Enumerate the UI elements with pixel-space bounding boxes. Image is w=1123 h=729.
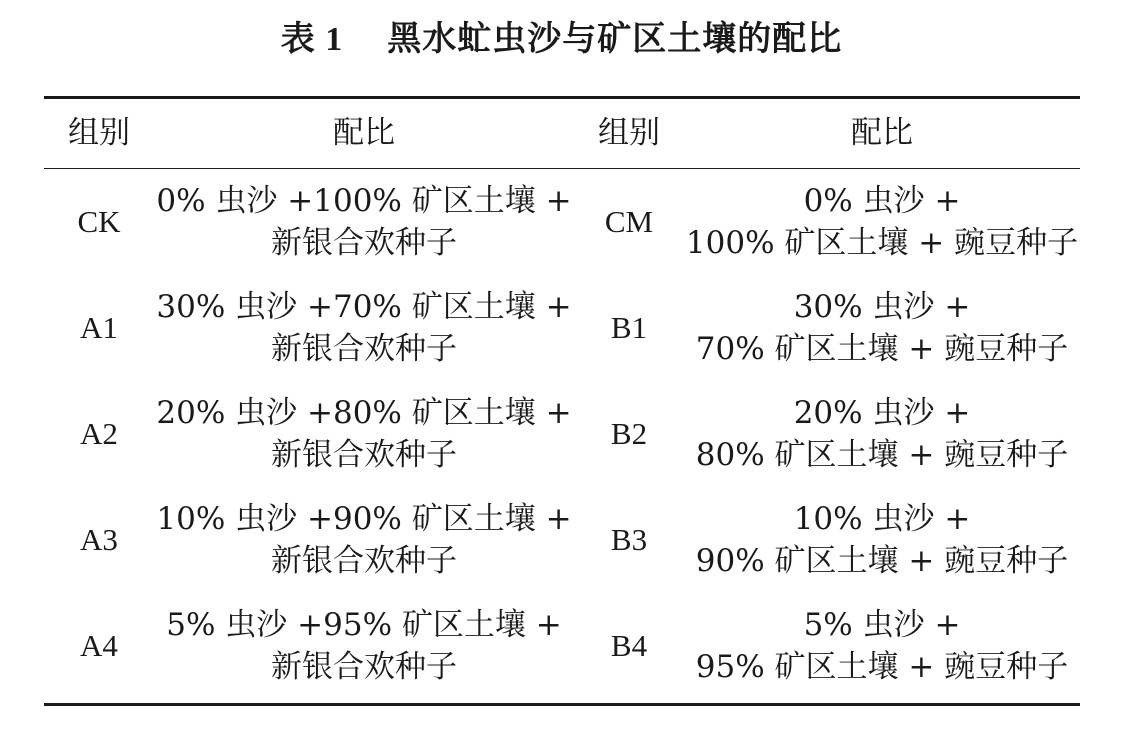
ratio-line: 10% 虫沙 +90% 矿区土壤 + [156, 501, 572, 537]
ratio-line: 新银合欢种子 [271, 649, 457, 685]
ratio-line: 90% 矿区土壤 + 豌豆种子 [695, 543, 1069, 579]
ratio-line: 5% 虫沙 + [803, 607, 961, 643]
header-ratio-left: 配比 [333, 115, 395, 151]
ratio-line: 80% 矿区土壤 + 豌豆种子 [695, 437, 1069, 473]
ratio-line: 70% 矿区土壤 + 豌豆种子 [695, 331, 1069, 367]
ratio-line: 100% 矿区土壤 + 豌豆种子 [685, 225, 1079, 261]
ratio-line: 20% 虫沙 + [793, 395, 971, 431]
group-code-left: A1 [80, 310, 118, 345]
ratio-line: 新银合欢种子 [271, 543, 457, 579]
table-row [44, 487, 1080, 593]
header-group-right: 组别 [598, 115, 660, 151]
ratio-cell-left [154, 593, 574, 699]
table-row [44, 275, 1080, 381]
ratio-cell-left [154, 487, 574, 593]
ratio-line: 95% 矿区土壤 + 豌豆种子 [695, 649, 1069, 685]
ratio-cell-right [684, 381, 1080, 487]
group-code-right: B4 [610, 628, 648, 663]
ratio-line: 30% 虫沙 + [793, 289, 971, 325]
ratio-cell-right [684, 169, 1080, 275]
ratio-line: 20% 虫沙 +80% 矿区土壤 + [156, 395, 572, 431]
table-title: 黑水虻虫沙与矿区土壤的配比 [387, 19, 843, 59]
group-code-left: A4 [80, 628, 118, 663]
group-code-left: CK [77, 204, 121, 239]
ratio-line: 10% 虫沙 + [793, 501, 971, 537]
ratio-cell-left [154, 275, 574, 381]
ratio-line: 0% 虫沙 +100% 矿区土壤 + [156, 183, 572, 219]
table-row [44, 169, 1080, 275]
table-row [44, 381, 1080, 487]
ratio-line: 新银合欢种子 [271, 437, 457, 473]
ratio-cell-right [684, 487, 1080, 593]
table-header-row [44, 99, 1080, 169]
group-code-right: B3 [610, 522, 648, 557]
group-code-left: A3 [80, 522, 118, 557]
ratio-cell-right [684, 275, 1080, 381]
ratio-cell-left [154, 381, 574, 487]
table-row [44, 593, 1080, 699]
ratio-cell-left [154, 169, 574, 275]
ratio-line: 0% 虫沙 + [803, 183, 961, 219]
group-code-right: B1 [610, 310, 648, 345]
ratio-line: 30% 虫沙 +70% 矿区土壤 + [156, 289, 572, 325]
group-code-right: B2 [610, 416, 648, 451]
header-group-left: 组别 [68, 115, 130, 151]
ratio-line: 新银合欢种子 [271, 225, 457, 261]
group-code-right: CM [604, 204, 654, 239]
group-code-left: A2 [80, 416, 118, 451]
ratio-line: 5% 虫沙 +95% 矿区土壤 + [166, 607, 562, 643]
ratio-cell-right [684, 593, 1080, 699]
table-caption [0, 14, 1123, 65]
header-ratio-right: 配比 [851, 115, 913, 151]
ratio-line: 新银合欢种子 [271, 331, 457, 367]
table-number: 表 1 [280, 21, 344, 58]
ratio-table [44, 96, 1080, 706]
